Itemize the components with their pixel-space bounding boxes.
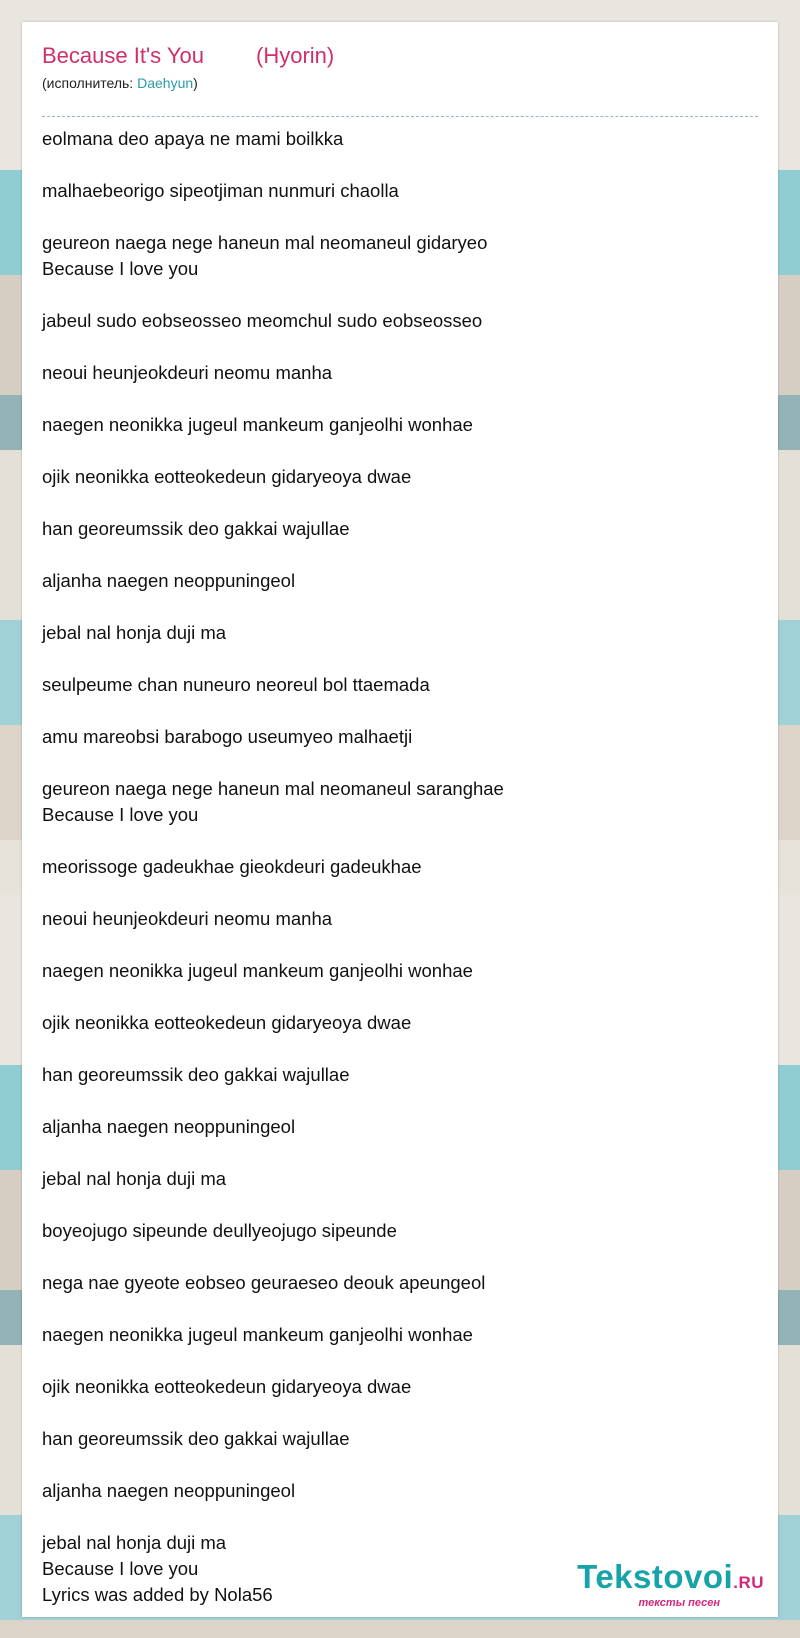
lyric-line: neoui heunjeokdeuri neomu manha [42,908,333,929]
lyric-line: seulpeume chan nuneuro neoreul bol ttaemada [42,674,430,695]
lyric-stanza [42,672,758,698]
lyric-stanza [42,1062,758,1088]
lyric-stanza [42,1218,758,1244]
lyric-line: han georeumssik deo gakkai wajullae [42,1064,350,1085]
lyric-line: Because I love you [42,804,199,825]
lyric-line: jebal nal honja duji ma [42,1168,227,1189]
logo-wordmark [577,1560,764,1600]
lyric-line: nega nae gyeote eobseo geuraeseo deouk apeungeol [42,1272,486,1293]
lyric-line: ojik neonikka eotteokedeun gidaryeoya dwae [42,1012,412,1033]
song-header [42,42,758,117]
lyric-stanza [42,1010,758,1036]
performer-line [42,74,758,92]
lyric-line: Because I love you [42,1558,199,1579]
song-title: Because It's You [42,43,204,68]
site-logo[interactable] [577,1560,764,1609]
original-artist: (Hyorin) [256,43,335,68]
lyric-stanza [42,230,758,282]
content-panel [22,22,778,1617]
lyric-line: aljanha naegen neoppuningeol [42,1480,296,1501]
lyric-stanza [42,464,758,490]
lyric-stanza [42,1270,758,1296]
lyric-stanza [42,958,758,984]
lyric-stanza [42,360,758,386]
lyric-line: aljanha naegen neoppuningeol [42,1116,296,1137]
lyric-stanza [42,1166,758,1192]
lyric-line: Lyrics was added by Nola56 [42,1584,273,1605]
lyric-stanza [42,854,758,880]
lyric-stanza [42,776,758,828]
lyric-line: geureon naega nege haneun mal neomaneul saranghae [42,778,504,799]
lyric-line: aljanha naegen neoppuningeol [42,570,296,591]
performer-suffix: ) [193,75,198,91]
lyric-line: amu mareobsi barabogo useumyeo malhaetji [42,726,413,747]
lyric-line: geureon naega nege haneun mal neomaneul gidaryeo [42,232,488,253]
lyric-stanza [42,1426,758,1452]
lyric-stanza [42,126,758,152]
lyric-line: meorissoge gadeukhae gieokdeuri gadeukhae [42,856,422,877]
lyric-stanza [42,412,758,438]
lyric-stanza [42,724,758,750]
lyric-line: han georeumssik deo gakkai wajullae [42,1428,350,1449]
lyric-stanza [42,178,758,204]
lyric-line: eolmana deo apaya ne mami boilkka [42,128,344,149]
lyric-line: naegen neonikka jugeul mankeum ganjeolhi wonhae [42,1324,473,1345]
lyric-stanza [42,620,758,646]
lyric-line: boyeojugo sipeunde deullyeojugo sipeunde [42,1220,397,1241]
title-row [42,42,758,70]
logo-name: Tekstovoi [577,1558,734,1595]
lyric-line: neoui heunjeokdeuri neomu manha [42,362,333,383]
lyric-line: jebal nal honja duji ma [42,1532,227,1553]
logo-tld: .RU [733,1573,764,1592]
lyrics-body [42,126,758,1634]
lyric-stanza [42,308,758,334]
lyric-line: ojik neonikka eotteokedeun gidaryeoya dwae [42,1376,412,1397]
lyric-stanza [42,1478,758,1504]
lyric-stanza [42,906,758,932]
lyric-line: jebal nal honja duji ma [42,622,227,643]
lyric-line: ojik neonikka eotteokedeun gidaryeoya dwae [42,466,412,487]
lyric-stanza [42,1114,758,1140]
lyric-stanza [42,568,758,594]
lyric-line: jabeul sudo eobseosseo meomchul sudo eobseosseo [42,310,483,331]
lyric-line: naegen neonikka jugeul mankeum ganjeolhi wonhae [42,414,473,435]
lyric-line: naegen neonikka jugeul mankeum ganjeolhi wonhae [42,960,473,981]
performer-prefix: (исполнитель: [42,75,138,91]
lyric-stanza [42,1374,758,1400]
lyric-line: Because I love you [42,258,199,279]
lyric-stanza [42,516,758,542]
lyric-line: han georeumssik deo gakkai wajullae [42,518,350,539]
lyric-line: malhaebeorigo sipeotjiman nunmuri chaolla [42,180,399,201]
performer-link[interactable]: Daehyun [137,75,194,91]
lyric-stanza [42,1322,758,1348]
logo-tagline: тексты песен [638,1597,720,1609]
